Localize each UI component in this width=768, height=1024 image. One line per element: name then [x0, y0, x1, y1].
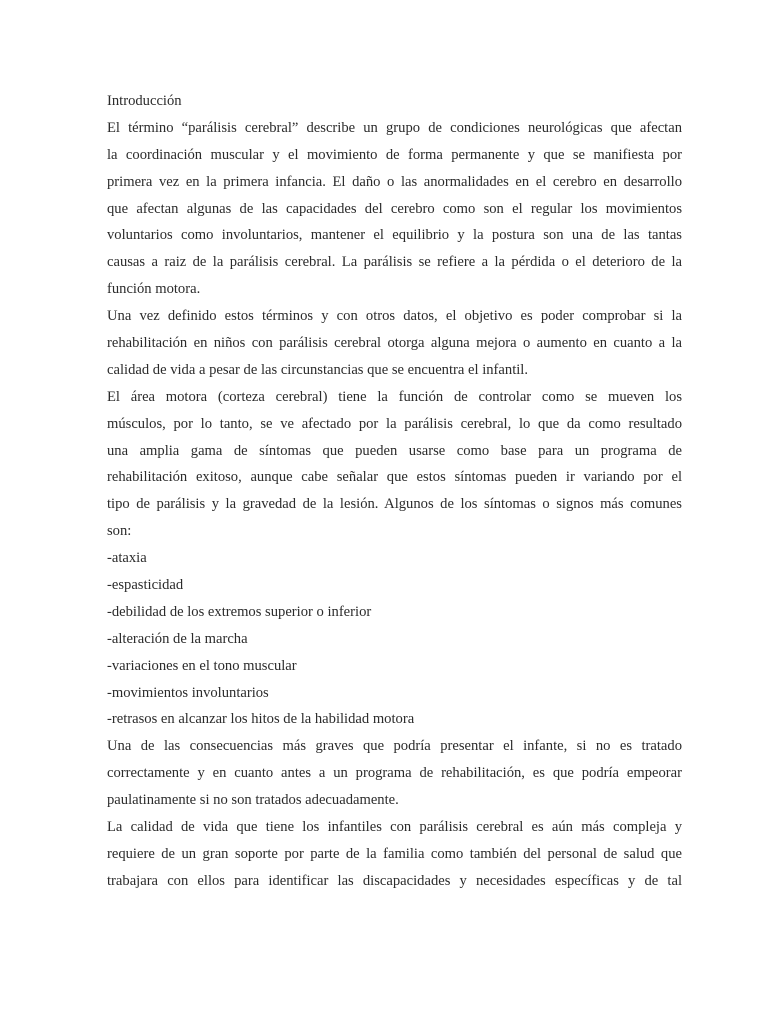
text-line: rehabilitación exitoso, aunque cabe señalar que estos síntomas pueden ir variando por el: [107, 469, 682, 486]
list-item: -espasticidad: [107, 577, 184, 594]
text-line: trabajara con ellos para identificar las discapacidades y necesidades específicas y de tal: [107, 872, 682, 889]
list-item: -movimientos involuntarios: [107, 684, 269, 701]
list-item: -alteración de la marcha: [107, 630, 248, 647]
text-line: voluntarios como involuntarios, mantener el equilibrio y la postura son una de las tantas: [107, 227, 682, 244]
text-line: paulatinamente si no son tratados adecuadamente.: [107, 792, 399, 809]
text-line: El término “parálisis cerebral” describe un grupo de condiciones neurológicas que afectan: [107, 119, 682, 136]
text-line: función motora.: [107, 281, 201, 298]
text-line: calidad de vida a pesar de las circunstancias que se encuentra el infantil.: [107, 361, 529, 378]
text-line: músculos, por lo tanto, se ve afectado por la parálisis cerebral, lo que da como resultado: [107, 415, 682, 432]
text-line: Una de las consecuencias más graves que podría presentar el infante, si no es tratado: [107, 738, 682, 755]
text-line: primera vez en la primera infancia. El daño o las anormalidades en el cerebro en desarrollo: [107, 173, 682, 190]
text-line: que afectan algunas de las capacidades del cerebro como son el regular los movimientos: [107, 200, 682, 217]
text-line: rehabilitación en niños con parálisis cerebral otorga alguna mejora o aumento en cuanto a la: [107, 335, 682, 352]
list-item: -debilidad de los extremos superior o inferior: [107, 603, 372, 620]
text-line: El área motora (corteza cerebral) tiene la función de controlar como se mueven los: [107, 388, 682, 405]
document-body: [107, 88, 682, 895]
text-line: Una vez definido estos términos y con otros datos, el objetivo es poder comprobar si la: [107, 308, 682, 325]
section-heading: Introducción: [107, 93, 182, 109]
text-line: tipo de parálisis y la gravedad de la lesión. Algunos de los síntomas o signos más comunes: [107, 496, 682, 513]
text-line: correctamente y en cuanto antes a un programa de rehabilitación, es que podría empeorar: [107, 765, 682, 782]
list-item: -retrasos en alcanzar los hitos de la habilidad motora: [107, 711, 415, 728]
text-line: causas a raiz de la parálisis cerebral. La parálisis se refiere a la pérdida o el deterioro de la: [107, 254, 682, 271]
text-line: requiere de un gran soporte por parte de la familia como también del personal de salud que: [107, 845, 682, 862]
text-line: La calidad de vida que tiene los infantiles con parálisis cerebral es aún más compleja y: [107, 819, 682, 836]
text-line: son:: [107, 523, 132, 540]
text-line: la coordinación muscular y el movimiento de forma permanente y que se manifiesta por: [107, 146, 682, 163]
text-line: una amplia gama de síntomas que pueden usarse como base para un programa de: [107, 442, 682, 459]
list-item: -variaciones en el tono muscular: [107, 657, 297, 674]
list-item: -ataxia: [107, 550, 147, 567]
